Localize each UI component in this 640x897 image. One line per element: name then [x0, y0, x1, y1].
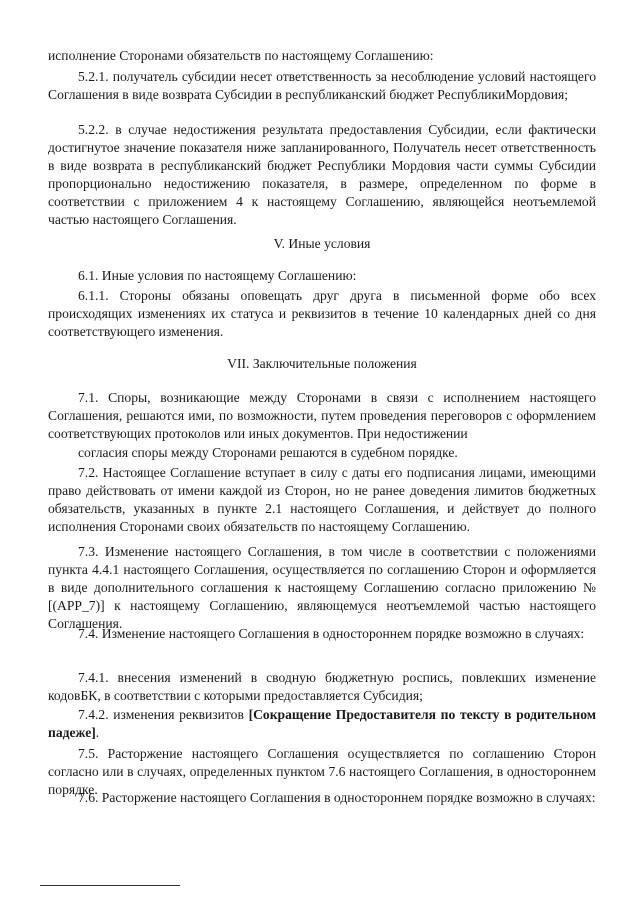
paragraph-7-4-2-placeholder: [Сокращение Предоставителя по тексту в родительном падеже]	[48, 707, 596, 740]
paragraph-6-1: 6.1. Иные условия по настоящему Соглашению:	[78, 268, 357, 283]
paragraph-6-1-1: 6.1.1. Стороны обязаны оповещать друг друга в письменной форме обо всех происходящих изменениях их статуса и реквизитов в течение 10 календарных дней со дня соответствующего изменения.	[48, 288, 596, 339]
paragraph-7-6: 7.6. Расторжение настоящего Соглашения в одностороннем порядке возможно в случаях:	[78, 790, 596, 805]
paragraph-intro: исполнение Сторонами обязательств по настоящему Соглашению:	[48, 48, 434, 63]
paragraph-7-4-2-end: .	[95, 725, 100, 740]
paragraph-7-3: 7.3. Изменение настоящего Соглашения, в том числе в соответствии с положениями пункта 4.4.1 настоящего Соглашения, осуществляется по соглашению Сторон и оформляется в виде дополнительного соглашения к настоящему Соглашению согласно приложению № [(APP_7)] к настоящему Соглашению, являющемуся неотъемлемой частью настоящего Соглашения.	[48, 544, 596, 631]
paragraph-7-1-continuation: согласия споры между Сторонами решаются в судебном порядке.	[78, 445, 458, 460]
section-heading-vii: VII. Заключительные положения	[227, 356, 417, 371]
paragraph-7-1: 7.1. Споры, возникающие между Сторонами в связи с исполнением настоящего Соглашения, решаются ими, по возможности, путем проведения переговоров с оформлением соответствующих протоколов или иных документов. При недостижении	[48, 390, 596, 441]
paragraph-5-2-2: 5.2.2. в случае недостижения результата предоставления Субсидии, если фактически достигнутое значение показателя ниже запланированного, Получатель несет ответственность в виде возврата в республиканский бюджет Республики Мордовия части суммы Субсидии пропорционально недостижению показателя, в размере, определенном по форме в соответствии с приложением 4 к настоящему Соглашению, являющейся неотъемлемой частью настоящего Соглашения.	[48, 122, 596, 227]
paragraph-7-2: 7.2. Настоящее Соглашение вступает в силу с даты его подписания лицами, имеющими право действовать от имени каждой из Сторон, но не ранее доведения лимитов бюджетных обязательств, указанных в пункте 2.1 настоящего Соглашения, и действует до полного исполнения Сторонами своих обязательств по настоящему Соглашению.	[48, 465, 596, 534]
paragraph-7-5: 7.5. Расторжение настоящего Соглашения осуществляется по соглашению Сторон согласно или в случаях, определенных пунктом 7.6 настоящего Соглашения, в одностороннем порядке.	[48, 746, 596, 797]
paragraph-7-4-1: 7.4.1. внесения изменений в сводную бюджетную роспись, повлекших изменение кодовБК, в соответствии с которыми предоставляется Субсидия;	[48, 670, 596, 703]
footnote-divider	[40, 885, 180, 886]
paragraph-7-4: 7.4. Изменение настоящего Соглашения в одностороннем порядке возможно в случаях:	[78, 626, 585, 641]
paragraph-7-4-2	[48, 706, 596, 742]
section-heading-v: V. Иные условия	[273, 236, 371, 251]
paragraph-7-4-2-text: 7.4.2. изменения реквизитов	[78, 707, 249, 722]
paragraph-5-2-1: 5.2.1. получатель субсидии несет ответственность за несоблюдение условий настоящего Соглашения в виде возврата Субсидии в республиканский бюджет РеспубликиМордовия;	[48, 69, 596, 102]
